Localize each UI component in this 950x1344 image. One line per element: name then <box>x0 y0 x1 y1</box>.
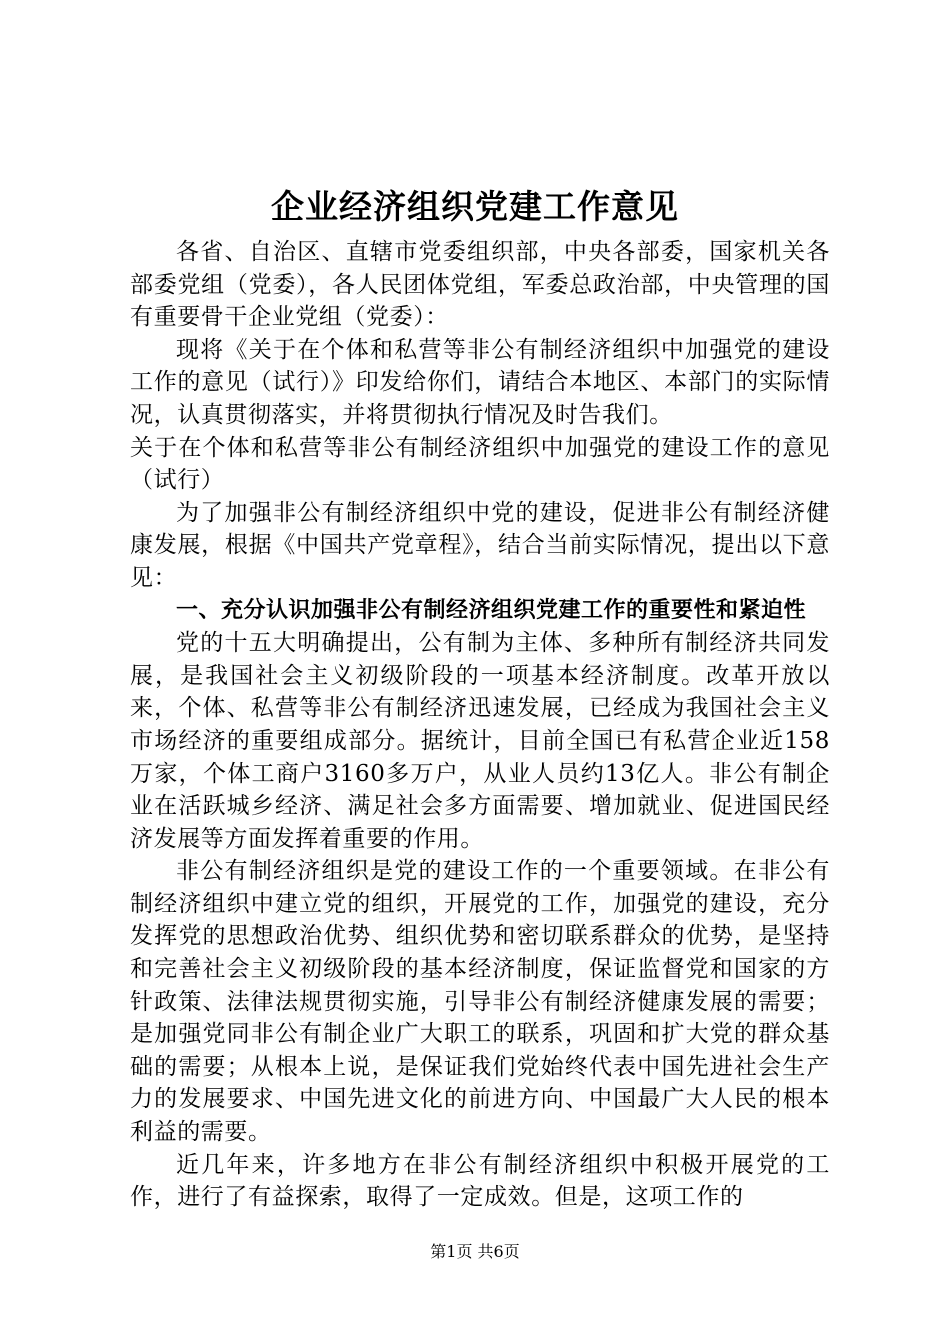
salutation-paragraph: 各省、自治区、直辖市党委组织部，中央各部委，国家机关各部委党组（党委），各人民团体党组，军委总政治部，中央管理的国有重要骨干企业党组（党委）： <box>130 239 830 331</box>
section-paragraph: 近几年来，许多地方在非公有制经济组织中积极开展党的工作，进行了有益探索，取得了一定成效。但是，这项工作的 <box>130 1151 830 1211</box>
notice-paragraph: 现将《关于在个体和私营等非公有制经济组织中加强党的建设工作的意见（试行）》印发给你们，请结合本地区、本部门的实际情况，认真贯彻落实，并将贯彻执行情况及时告我们。 <box>130 336 830 428</box>
section-paragraph: 党的十五大明确提出，公有制为主体、多种所有制经济共同发展，是我国社会主义初级阶段的一项基本经济制度。改革开放以来，个体、私营等非公有制经济迅速发展，已经成为我国社会主义市场经济的重要组成部分。据统计，目前全国已有私营企业近158万家，个体工商户3160多万户，从业人员约13亿人。非公有制企业在活跃城乡经济、满足社会多方面需要、增加就业、促进国民经济发展等方面发挥着重要的作用。 <box>130 630 830 852</box>
document-body <box>130 236 830 1214</box>
page-footer: 第1页 共6页 <box>430 1242 520 1261</box>
document-title: 企业经济组织党建工作意见 <box>271 187 679 226</box>
attachment-title-paragraph: 关于在个体和私营等非公有制经济组织中加强党的建设工作的意见（试行） <box>130 434 830 494</box>
section-paragraph: 非公有制经济组织是党的建设工作的一个重要领域。在非公有制经济组织中建立党的组织，开展党的工作，加强党的建设，充分发挥党的思想政治优势、组织优势和密切联系群众的优势，是坚持和完善社会主义初级阶段的基本经济制度，保证监督党和国家的方针政策、法律法规贯彻实施，引导非公有制经济健康发展的需要；是加强党同非公有制企业广大职工的联系，巩固和扩大党的群众基础的需要；从根本上说，是保证我们党始终代表中国先进社会生产力的发展要求、中国先进文化的前进方向、中国最广大人民的根本利益的需要。 <box>130 858 830 1146</box>
section-heading: 一、充分认识加强非公有制经济组织党建工作的重要性和紧迫性 <box>176 597 807 623</box>
intro-paragraph: 为了加强非公有制经济组织中党的建设，促进非公有制经济健康发展，根据《中国共产党章程》，结合当前实际情况，提出以下意见： <box>130 499 830 591</box>
